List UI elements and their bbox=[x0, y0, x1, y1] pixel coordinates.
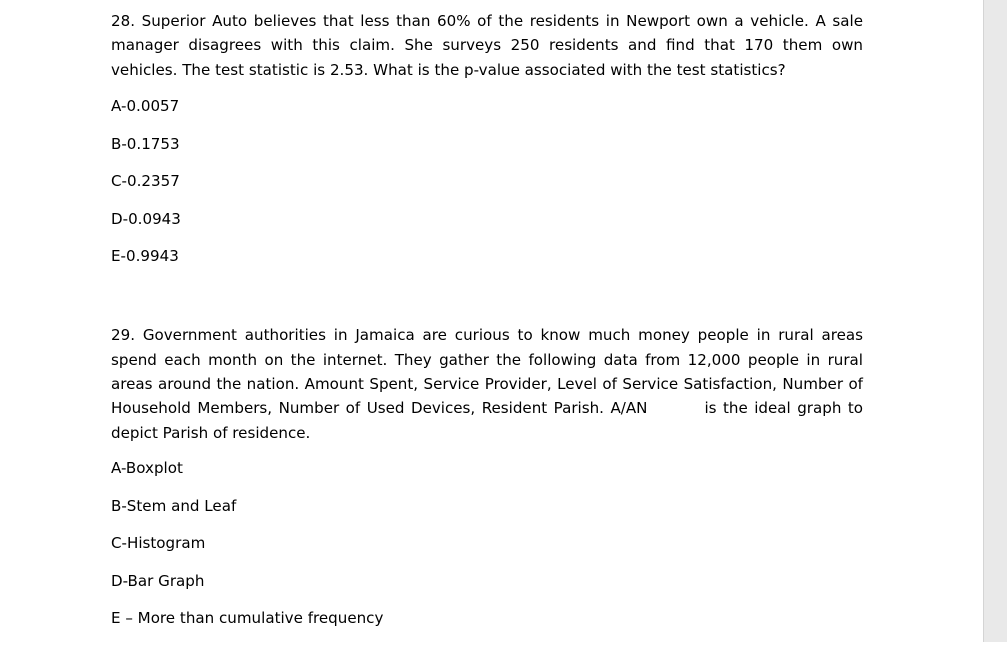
question-29-option-a: A-Boxplot bbox=[111, 459, 183, 478]
question-28-text: 28. Superior Auto believes that less than 60% of the residents in Newport own a vehicle. A sale manager disagrees with this claim. She surveys 250 residents and find that 170 them own vehicles. The test statistic is 2.53. What is the p-value associated with the test statistics? bbox=[111, 12, 863, 79]
question-29-option-c: C-Histogram bbox=[111, 534, 206, 553]
question-29-text bbox=[111, 323, 863, 445]
question-28-option-b: B-0.1753 bbox=[111, 134, 180, 153]
document-content bbox=[111, 9, 863, 646]
question-29-text-before-blank: 29. Government authorities in Jamaica are curious to know much money people in rural areas spend each month on the internet. They gather the following data from 12,000 people in rural areas around the nation. Amount Spent, Service Provider, Level of Service Satisfaction, Number of Household Members, Number of Used Devices, Resident Parish. A/AN bbox=[111, 326, 863, 418]
question-29-options bbox=[111, 458, 863, 628]
question-28-option-a: A-0.0057 bbox=[111, 97, 180, 116]
question-28-option-d: D-0.0943 bbox=[111, 209, 181, 228]
question-28-option-c: C-0.2357 bbox=[111, 172, 180, 191]
question-29-option-d: D-Bar Graph bbox=[111, 571, 205, 590]
question-29-option-e: E – More than cumulative frequency bbox=[111, 609, 384, 628]
vertical-scrollbar-gutter[interactable] bbox=[983, 0, 1007, 642]
question-29-text-after-blank: is the ideal graph to depict Parish of residence. bbox=[111, 399, 864, 442]
question-28-option-e: E-0.9943 bbox=[111, 247, 179, 266]
question-29-option-b: B-Stem and Leaf bbox=[111, 496, 237, 515]
question-28-options bbox=[111, 96, 863, 266]
